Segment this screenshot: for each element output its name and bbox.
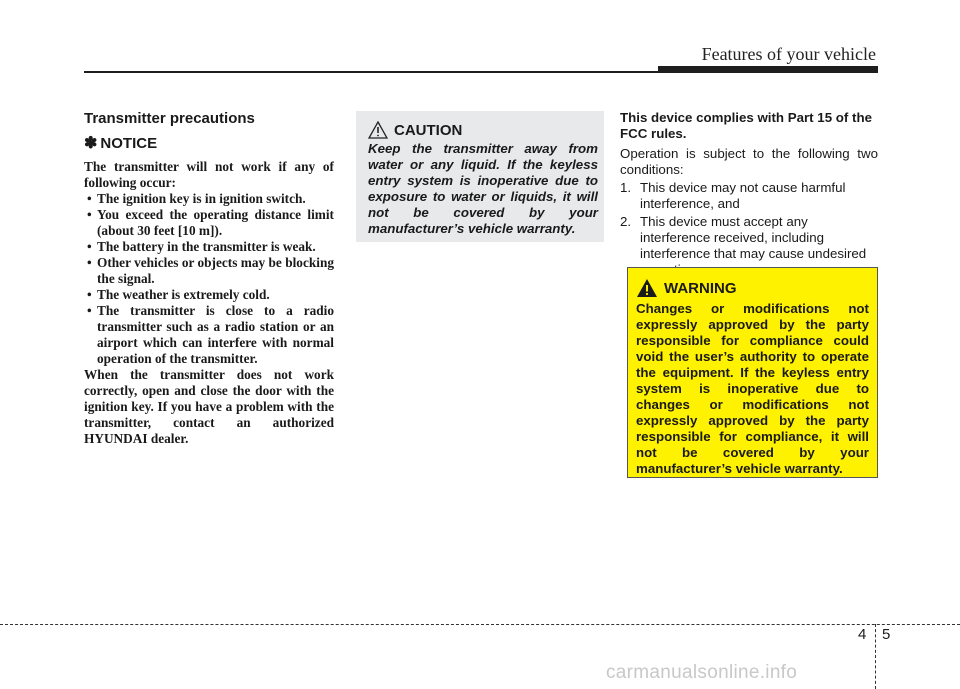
- bullet-item: • Other vehicles or objects may be blocking the signal.: [84, 255, 334, 287]
- caution-label: CAUTION: [394, 121, 463, 139]
- list-item: [620, 180, 878, 212]
- footer-rule: [0, 624, 960, 625]
- section-title: Transmitter precautions: [84, 110, 255, 127]
- bullet-item: • The ignition key is in ignition switch.: [84, 191, 334, 207]
- notice-closing: When the transmitter does not work correctly, open and close the door with the ignition key. If you have a problem with the transmitter, contact an authorized HYUNDAI dealer.: [84, 367, 334, 446]
- warning-label: WARNING: [664, 279, 737, 297]
- bullet-item: • The battery in the transmitter is weak.: [84, 239, 334, 255]
- page-number: 5: [882, 626, 891, 643]
- left-column: [84, 110, 334, 447]
- fcc-compliance-statement: This device complies with Part 15 of the FCC rules.: [620, 110, 872, 141]
- fcc-conditions-intro: Operation is subject to the following two conditions:: [620, 146, 878, 177]
- warning-box: [627, 267, 878, 478]
- header-rule-accent: [658, 66, 878, 73]
- right-column: [620, 110, 878, 280]
- caution-heading: [368, 121, 598, 139]
- caution-text: Keep the transmitter away from water or any liquid. If the keyless entry system is inoperative due to exposure to water or liquids, it will not be covered by your manufacturer’s vehicle warranty.: [368, 141, 598, 236]
- fcc-conditions-list: [620, 180, 878, 278]
- notice-intro: The transmitter will not work if any of following occur:: [84, 159, 334, 190]
- bullet-item: • The weather is extremely cold.: [84, 287, 334, 303]
- notice-label: NOTICE: [100, 135, 158, 152]
- caution-triangle-icon: [368, 121, 388, 139]
- bullet-item: • You exceed the operating distance limit (about 30 feet [10 m]).: [84, 207, 334, 239]
- notice-bullet-list: [84, 191, 334, 367]
- footer-divider: [875, 624, 876, 689]
- bullet-item: • The transmitter is close to a radio transmitter such as a radio station or an airport which can interfere with normal operation of the transmitter.: [84, 303, 334, 367]
- notice-star-icon: ✽: [84, 135, 98, 152]
- warning-heading: [636, 278, 869, 298]
- chapter-number: 4: [858, 626, 867, 643]
- item-number: 2.: [620, 214, 632, 229]
- header-rule: [84, 71, 704, 73]
- item-text: This device must accept any interference received, including interference that may cause undesired: [640, 214, 867, 261]
- watermark: carmanualsonline.info: [606, 662, 798, 683]
- item-text: This device may not cause harmful interference, and: [640, 180, 846, 211]
- warning-text: Changes or modifications not expressly approved by the party responsible for compliance could void the user’s authority to operate the equipment. If the keyless entry system is inoperative due to changes or modifications not expressly approved by the party responsible for compliance, it will not be covered by your manufacturer’s vehicle warranty.: [636, 301, 869, 476]
- header-title: Features of your vehicle: [701, 44, 876, 64]
- caution-box: [356, 111, 604, 242]
- item-number: 1.: [620, 180, 632, 195]
- notice-body: [84, 159, 334, 447]
- warning-triangle-icon: [636, 278, 658, 298]
- notice-heading: [84, 133, 334, 153]
